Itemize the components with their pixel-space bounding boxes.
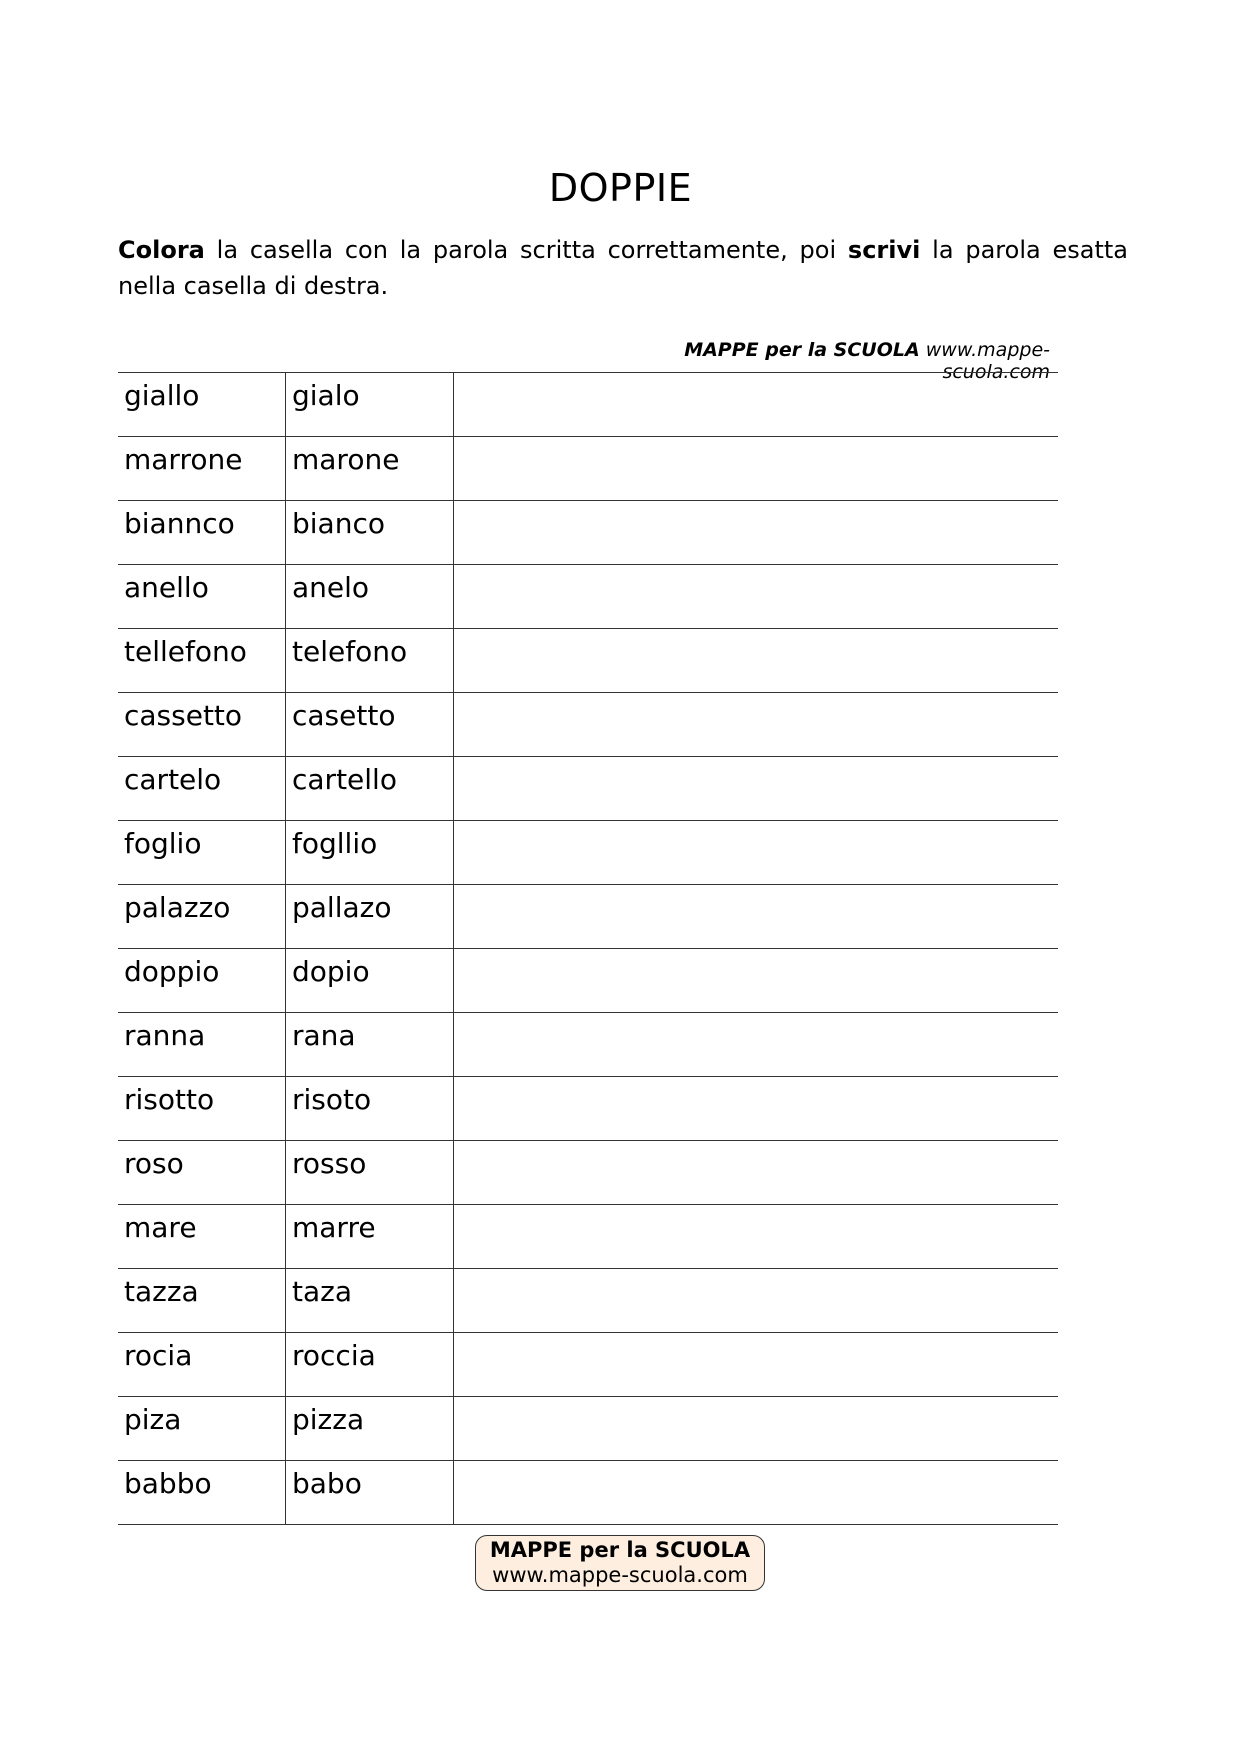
word-option-a[interactable]: tazza (118, 1269, 286, 1332)
table-row (118, 1397, 1058, 1461)
table-row (118, 821, 1058, 885)
word-option-b[interactable]: casetto (286, 693, 454, 756)
word-option-a[interactable]: biannco (118, 501, 286, 564)
answer-cell[interactable] (454, 1141, 1058, 1204)
word-option-b[interactable]: dopio (286, 949, 454, 1012)
answer-cell[interactable] (454, 565, 1058, 628)
word-option-b[interactable]: risoto (286, 1077, 454, 1140)
word-option-b[interactable]: marone (286, 437, 454, 500)
word-option-a[interactable]: risotto (118, 1077, 286, 1140)
word-option-b[interactable]: gialo (286, 373, 454, 436)
table-row (118, 1333, 1058, 1397)
word-option-b[interactable]: pizza (286, 1397, 454, 1460)
word-option-b[interactable]: cartello (286, 757, 454, 820)
table-row (118, 501, 1058, 565)
word-option-a[interactable]: rocia (118, 1333, 286, 1396)
word-option-b[interactable]: rana (286, 1013, 454, 1076)
answer-cell[interactable] (454, 885, 1058, 948)
answer-cell[interactable] (454, 1461, 1058, 1524)
word-option-b[interactable]: pallazo (286, 885, 454, 948)
word-option-a[interactable]: cassetto (118, 693, 286, 756)
word-option-a[interactable]: anello (118, 565, 286, 628)
footer-brand: MAPPE per la SCUOLA (489, 1538, 751, 1562)
word-table (118, 372, 1058, 1525)
word-option-a[interactable]: mare (118, 1205, 286, 1268)
footer-url: www.mappe-scuola.com (492, 1563, 748, 1587)
instructions-text-2: la parola esatta nella casella di destra. (118, 236, 1128, 300)
word-option-b[interactable]: rosso (286, 1141, 454, 1204)
table-row (118, 1205, 1058, 1269)
answer-cell[interactable] (454, 1077, 1058, 1140)
table-row (118, 1013, 1058, 1077)
table-row (118, 757, 1058, 821)
word-option-b[interactable]: taza (286, 1269, 454, 1332)
answer-cell[interactable] (454, 1397, 1058, 1460)
word-option-a[interactable]: palazzo (118, 885, 286, 948)
instructions-verb-colora: Colora (118, 236, 205, 264)
table-row (118, 437, 1058, 501)
table-row (118, 1141, 1058, 1205)
word-option-b[interactable]: marre (286, 1205, 454, 1268)
word-option-b[interactable]: roccia (286, 1333, 454, 1396)
instructions (118, 232, 1128, 304)
table-row (118, 1077, 1058, 1141)
table-row (118, 885, 1058, 949)
answer-cell[interactable] (454, 437, 1058, 500)
word-option-a[interactable]: ranna (118, 1013, 286, 1076)
answer-cell[interactable] (454, 1013, 1058, 1076)
credit-url: www.mappe-scuola.com (925, 339, 1050, 383)
answer-cell[interactable] (454, 821, 1058, 884)
instructions-verb-scrivi: scrivi (847, 236, 921, 264)
word-option-a[interactable]: roso (118, 1141, 286, 1204)
footer-badge (475, 1535, 765, 1591)
answer-cell[interactable] (454, 757, 1058, 820)
table-row (118, 629, 1058, 693)
answer-cell[interactable] (454, 949, 1058, 1012)
table-row (118, 1269, 1058, 1333)
word-option-b[interactable]: telefono (286, 629, 454, 692)
answer-cell[interactable] (454, 1205, 1058, 1268)
credit-brand: MAPPE per la SCUOLA (684, 339, 920, 361)
table-row (118, 949, 1058, 1013)
word-option-b[interactable]: babo (286, 1461, 454, 1524)
word-option-a[interactable]: foglio (118, 821, 286, 884)
answer-cell[interactable] (454, 693, 1058, 756)
word-option-a[interactable]: piza (118, 1397, 286, 1460)
word-option-b[interactable]: anelo (286, 565, 454, 628)
table-row (118, 1461, 1058, 1525)
answer-cell[interactable] (454, 1269, 1058, 1332)
table-row (118, 373, 1058, 437)
word-option-b[interactable]: bianco (286, 501, 454, 564)
answer-cell[interactable] (454, 501, 1058, 564)
word-option-a[interactable]: tellefono (118, 629, 286, 692)
word-option-a[interactable]: marrone (118, 437, 286, 500)
instructions-text-1: la casella con la parola scritta correttamente, poi (204, 236, 848, 264)
word-option-a[interactable]: babbo (118, 1461, 286, 1524)
word-option-a[interactable]: cartelo (118, 757, 286, 820)
table-row (118, 565, 1058, 629)
answer-cell[interactable] (454, 1333, 1058, 1396)
word-option-b[interactable]: fogllio (286, 821, 454, 884)
word-option-a[interactable]: giallo (118, 373, 286, 436)
table-row (118, 693, 1058, 757)
word-option-a[interactable]: doppio (118, 949, 286, 1012)
page-title: DOPPIE (548, 166, 693, 210)
answer-cell[interactable] (454, 373, 1058, 436)
answer-cell[interactable] (454, 629, 1058, 692)
